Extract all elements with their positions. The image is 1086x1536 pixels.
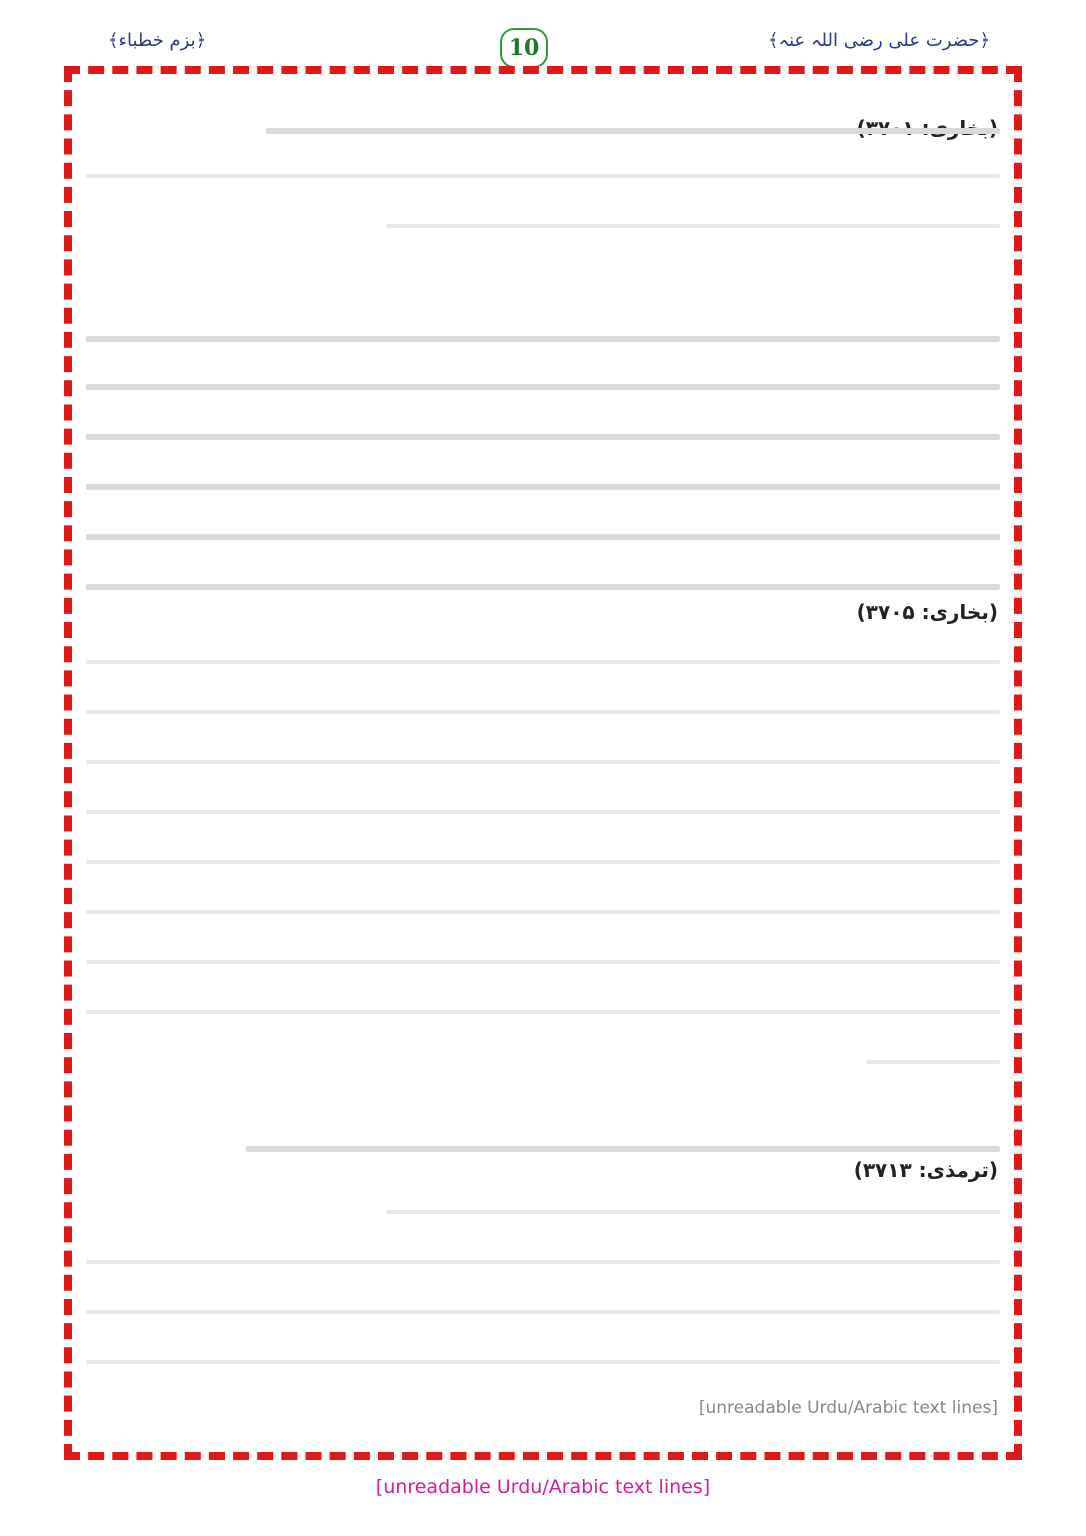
urdu-line bbox=[86, 860, 1000, 864]
urdu-line bbox=[86, 1310, 1000, 1314]
urdu-line bbox=[86, 910, 1000, 914]
arabic-line bbox=[86, 336, 1000, 342]
content-frame bbox=[64, 66, 1022, 1460]
urdu-line bbox=[86, 174, 1000, 178]
content-area bbox=[86, 88, 1000, 1438]
urdu-line bbox=[86, 760, 1000, 764]
arabic-line bbox=[86, 534, 1000, 540]
urdu-line bbox=[86, 710, 1000, 714]
urdu-line bbox=[386, 1210, 1000, 1214]
reference-3: (ترمذی: ۳۷۱۳) bbox=[853, 1158, 998, 1182]
arabic-line bbox=[86, 384, 1000, 390]
page-header bbox=[0, 0, 1086, 72]
arabic-line bbox=[246, 1146, 1000, 1152]
arabic-line bbox=[86, 584, 1000, 590]
reference-2: (بخاری: ۳۷۰۵) bbox=[856, 600, 998, 624]
arabic-line bbox=[86, 484, 1000, 490]
page-number: 10 bbox=[500, 28, 548, 68]
arabic-line bbox=[86, 434, 1000, 440]
urdu-line bbox=[86, 1260, 1000, 1264]
urdu-line bbox=[386, 224, 1000, 228]
urdu-line bbox=[86, 1360, 1000, 1364]
urdu-line bbox=[86, 1010, 1000, 1014]
arabic-line bbox=[266, 128, 1000, 134]
urdu-line bbox=[86, 960, 1000, 964]
urdu-line bbox=[86, 810, 1000, 814]
footer-note bbox=[0, 1476, 1086, 1498]
unreadable-note: [unreadable Urdu/Arabic text lines] bbox=[698, 1398, 998, 1418]
header-right-title: ﴾حضرت علی رضی اللہ عنہ﴿ bbox=[768, 30, 990, 51]
urdu-line bbox=[86, 660, 1000, 664]
urdu-line bbox=[866, 1060, 1000, 1064]
footer-placeholder: [unreadable Urdu/Arabic text lines] bbox=[375, 1476, 711, 1498]
header-left-title: ﴾بزم خطباء﴿ bbox=[108, 30, 207, 51]
